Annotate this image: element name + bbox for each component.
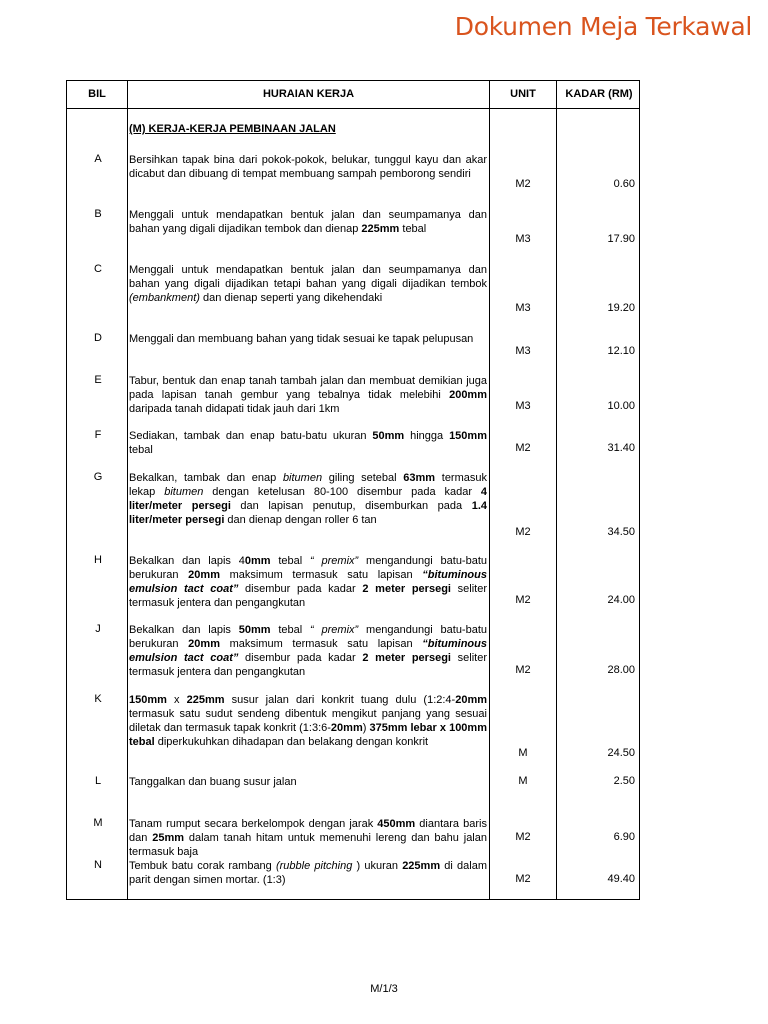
row-rate: 2.50 — [613, 775, 635, 787]
row-code: K — [94, 693, 102, 705]
row-rate: 34.50 — [607, 526, 635, 538]
row-code: F — [94, 429, 102, 441]
row-description: Bekalkan, tambak dan enap bitumen giling setebal 63mm termasuk lekap bitumen dengan ketelusan 80-100 disembur pada kadar 4 liter/meter persegi dan lapisan penutup, disemburkan pada 1.4 liter/meter persegi dan dienap dengan roller 6 tan — [129, 472, 488, 526]
row-description: Bekalkan dan lapis 40mm tebal “ premix” mengandungi batu-batu berukuran 20mm maksimum termasuk satu lapisan “bituminous emulsion tact coat” disembur pada kadar 2 meter persegi seliter termasuk jentera dan pengangkutan — [129, 555, 488, 609]
row-unit: M2 — [515, 442, 531, 454]
row-code: D — [94, 332, 102, 344]
row-description: 150mm x 225mm susur jalan dari konkrit tuang dulu (1:2:4-20mm termasuk satu sudut sendeng dibentuk mengikut panjang yang sesuai diletak dan termasuk tapak konkrit (1:3:6-20mm) 375mm lebar x 100mm tebal diperkukuhkan dihadapan dan belakang dengan konkrit — [129, 694, 487, 748]
header-divider — [67, 108, 639, 109]
row-unit: M2 — [515, 594, 531, 606]
row-description: Menggali dan membuang bahan yang tidak sesuai ke tapak pelupusan — [129, 333, 474, 345]
row-description: Tembuk batu corak rambang (rubble pitching ) ukuran 225mm di dalam parit dengan simen mortar. (1:3) — [129, 860, 487, 886]
row-code: C — [94, 263, 102, 275]
row-unit: M2 — [515, 526, 531, 538]
row-description: Bekalkan dan lapis 50mm tebal “ premix” mengandungi batu-batu berukuran 20mm maksimum termasuk satu lapisan “bituminous emulsion tact coat” disembur pada kadar 2 meter persegi seliter termasuk jentera dan pengangkutan — [129, 624, 488, 678]
row-description: Tabur, bentuk dan enap tanah tambah jalan dan membuat demikian juga pada lapisan tanah gembur yang tebalnya tidak melebihi 200mm daripada tanah didapati tidak jauh dari 1km — [129, 375, 487, 415]
row-unit: M3 — [515, 233, 531, 245]
row-unit: M3 — [515, 400, 531, 412]
row-unit: M2 — [515, 664, 531, 676]
row-unit: M3 — [515, 345, 531, 357]
row-rate: 0.60 — [613, 178, 635, 190]
row-code: J — [95, 623, 101, 635]
row-rate: 6.90 — [613, 831, 635, 843]
row-rate: 19.20 — [607, 302, 635, 314]
section-title: (M) KERJA-KERJA PEMBINAAN JALAN — [129, 123, 336, 135]
row-rate: 24.00 — [607, 594, 635, 606]
row-rate: 28.00 — [607, 664, 635, 676]
brand-watermark: Dokumen Meja Terkawal — [454, 12, 752, 41]
row-unit: M — [518, 747, 528, 759]
header-kadar: KADAR (RM) — [565, 88, 633, 100]
row-rate: 10.00 — [607, 400, 635, 412]
row-code: N — [94, 859, 102, 871]
row-description: Menggali untuk mendapatkan bentuk jalan dan seumpamanya dan bahan yang digali dijadikan tetapi bahan yang digali dijadikan tembok (embankment) dan dienap seperti yang dikehendaki — [129, 264, 487, 304]
row-description: Tanggalkan dan buang susur jalan — [129, 776, 297, 788]
row-code: B — [94, 208, 102, 220]
row-unit: M2 — [515, 831, 531, 843]
row-rate: 17.90 — [607, 233, 635, 245]
row-unit: M2 — [515, 873, 531, 885]
page-number: M/1/3 — [370, 983, 398, 995]
row-code: G — [93, 471, 103, 483]
header-huraian-kerja: HURAIAN KERJA — [262, 88, 355, 100]
header-bil: BIL — [88, 88, 106, 100]
work-rates-table — [66, 80, 640, 900]
row-code: L — [94, 775, 102, 787]
row-description: Bersihkan tapak bina dari pokok-pokok, belukar, tunggul kayu dan akar dicabut dan dibuang di tempat membuang sampah pemborong sendiri — [129, 154, 487, 180]
row-code: M — [93, 817, 103, 829]
row-unit: M2 — [515, 178, 531, 190]
row-code: E — [94, 374, 102, 386]
row-description: Sediakan, tambak dan enap batu-batu ukuran 50mm hingga 150mm tebal — [129, 430, 487, 456]
row-rate: 49.40 — [607, 873, 635, 885]
row-description: Tanam rumput secara berkelompok dengan jarak 450mm diantara baris dan 25mm dalam tanah hitam untuk memenuhi lereng dan bahu jalan termasuk baja — [129, 818, 487, 858]
row-unit: M3 — [515, 302, 531, 314]
row-rate: 24.50 — [607, 747, 635, 759]
row-code: H — [94, 554, 102, 566]
row-code: A — [94, 153, 102, 165]
header-unit: UNIT — [510, 88, 536, 100]
row-description: Menggali untuk mendapatkan bentuk jalan dan seumpamanya dan bahan yang digali dijadikan tembok dan dienap 225mm tebal — [129, 209, 487, 235]
row-unit: M — [518, 775, 528, 787]
row-rate: 31.40 — [607, 442, 635, 454]
row-rate: 12.10 — [607, 345, 635, 357]
